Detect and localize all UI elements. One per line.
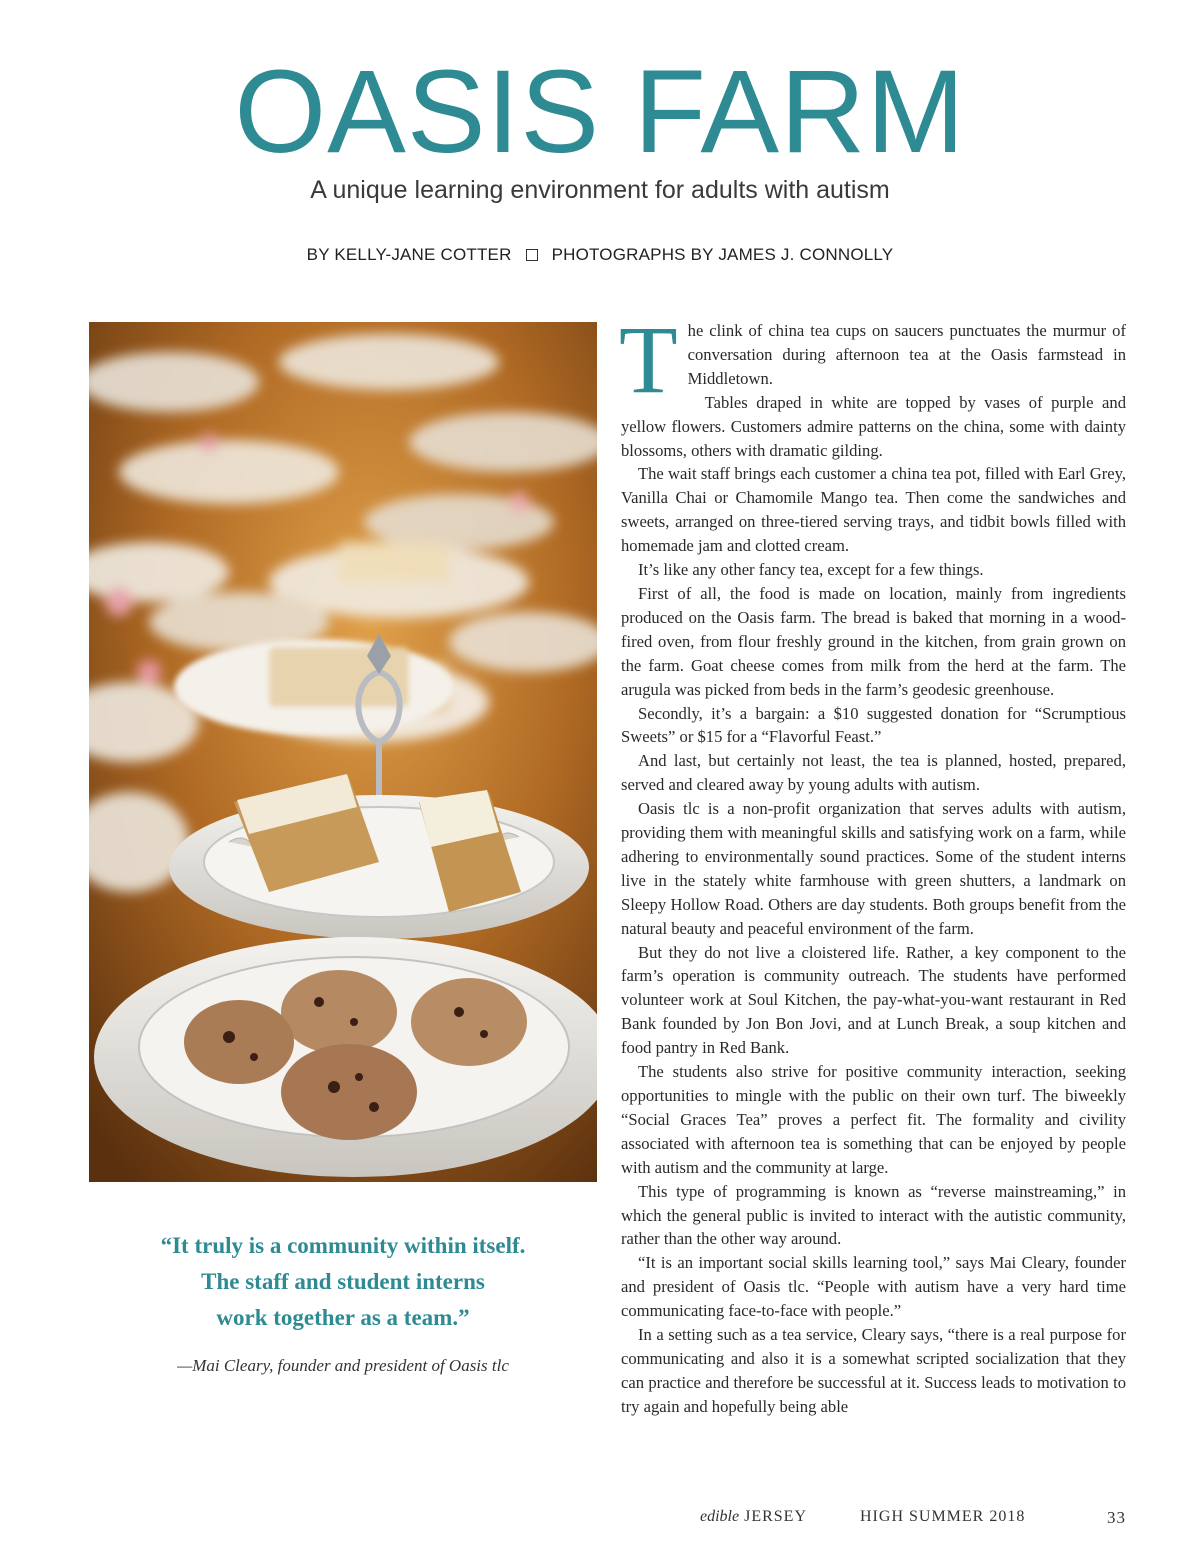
article-paragraph: “It is an important social skills learning tool,” says Mai Cleary, founder and president of Oasis tlc. “People with autism have a very hard time communicating face-to-face with people.” [621, 1253, 1126, 1321]
article-paragraph: Oasis tlc is a non-profit organization that serves adults with autism, providing them with meaningful skills and satisfying work on a farm, while adhering to environmentally sound practices. Some of the student interns live in the stately white farmhouse with green shutters, a landmark on Sleepy Hollow Road. Others are day students. Both groups benefit from the natural beauty and peaceful environment of the farm. [621, 799, 1126, 938]
article-paragraph: First of all, the food is made on location, mainly from ingredients produced on the Oasis farm. The bread is baked that morning in a wood-fired oven, from flour freshly ground in the kitchen, from grain grown on the farm. Goat cheese comes from milk from the herd at the farm. The arugula was picked from beds in the farm’s geodesic greenhouse. [621, 583, 1126, 699]
pull-quote [89, 1228, 597, 1336]
pull-quote-attribution: —Mai Cleary, founder and president of Oasis tlc [177, 1356, 509, 1375]
pull-quote-line: “It truly is a community within itself. [160, 1233, 526, 1258]
article-paragraph: The students also strive for positive community interaction, seeking opportunities to mingle with the public on their own turf. The biweekly “Social Graces Tea” proves a perfect fit. The formality and civility associated with afternoon tea is something that can be enjoyed by people with autism and the community at large. [621, 1062, 1126, 1177]
article-paragraph: Secondly, it’s a bargain: a $10 suggested donation for “Scrumptious Sweets” or $15 for a “Flavorful Feast.” [621, 703, 1126, 747]
article-paragraph: Tables draped in white are topped by vases of purple and yellow flowers. Customers admire patterns on the china, some with dainty blossoms, others with dramatic gilding. [621, 392, 1126, 460]
article-body [619, 306, 1126, 1419]
byline [0, 245, 1200, 265]
separator-square-icon [526, 249, 538, 261]
article-subtitle: A unique learning environment for adults with autism [310, 176, 890, 204]
article-paragraph: In a setting such as a tea service, Cleary says, “there is a real purpose for communicating and also it is a somewhat scripted socialization that they can practice and therefore be successful at it. Success leads to motivation to try again and hopefully being able [621, 1325, 1126, 1416]
article-paragraph: But they do not live a cloistered life. Rather, a key component to the farm’s operation is community outreach. The students have performed volunteer work at Soul Kitchen, the pay-what-you-want restaurant in Red Bank founded by Jon Bon Jovi, and at Lunch Break, a soup kitchen and food pantry in Red Bank. [621, 942, 1126, 1058]
article-paragraph: This type of programming is known as “reverse mainstreaming,” in which the general public is invited to interact with the autistic community, rather than the other way around. [621, 1181, 1126, 1249]
article-paragraph: It’s like any other fancy tea, except for a few things. [638, 560, 984, 580]
drop-cap: T [619, 306, 678, 413]
article-paragraph: And last, but certainly not least, the tea is planned, hosted, prepared, served and cleared away by young adults with autism. [621, 751, 1126, 795]
magazine-name-italic: edible [700, 1508, 740, 1525]
magazine-name: JERSEY [744, 1508, 807, 1525]
author-credit: BY KELLY-JANE COTTER [306, 245, 512, 264]
issue-label: HIGH SUMMER 2018 [860, 1508, 1026, 1525]
article-title: OASIS FARM [234, 46, 966, 178]
pull-quote-line: work together as a team.” [216, 1305, 470, 1330]
photographer-credit: PHOTOGRAPHS BY JAMES J. CONNOLLY [551, 245, 894, 264]
page-footer [700, 1508, 1126, 1526]
pull-quote-line: The staff and student interns [201, 1269, 485, 1294]
tea-service-photo [89, 322, 597, 1182]
page-number: 33 [1107, 1508, 1126, 1527]
article-paragraph: The wait staff brings each customer a china tea pot, filled with Earl Grey, Vanilla Chai or Chamomile Mango tea. Then come the sandwiches and sweets, arranged on three-tiered serving trays, and tidbit bowls filled with homemade jam and clotted cream. [621, 464, 1126, 556]
article-paragraph: The clink of china tea cups on saucers punctuates the murmur of conversation during afternoon tea at the Oasis farmstead in Middletown. [619, 306, 1126, 413]
